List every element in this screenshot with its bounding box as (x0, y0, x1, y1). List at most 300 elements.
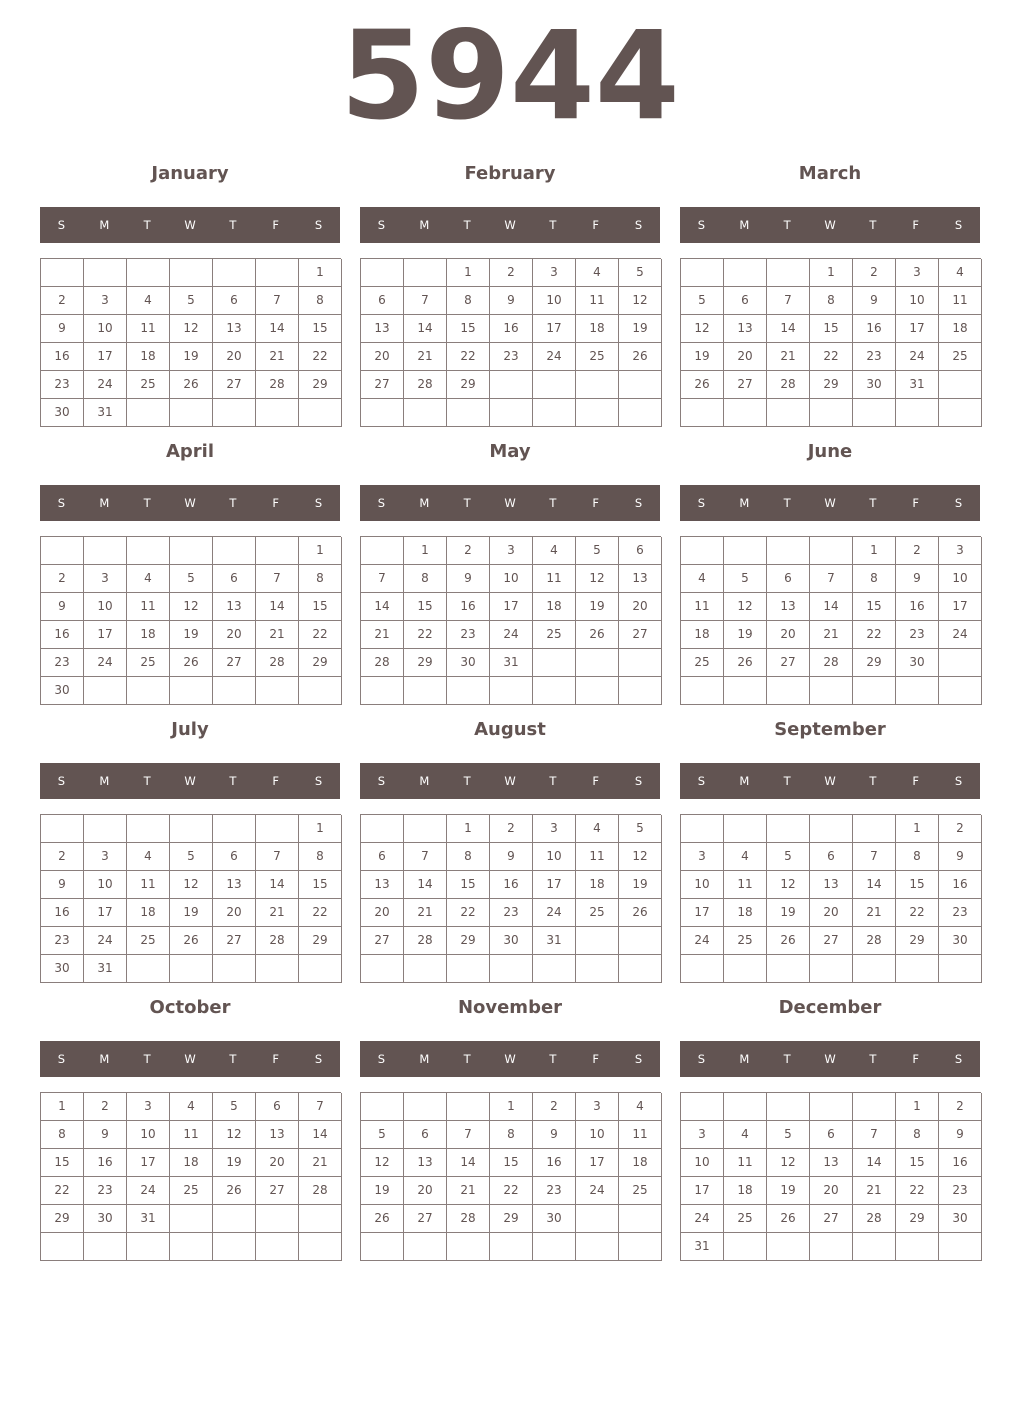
day-cell: 29 (810, 371, 853, 399)
day-cell: 10 (127, 1121, 170, 1149)
day-cell: 3 (576, 1093, 619, 1121)
empty-cell (256, 537, 299, 565)
day-cell: 16 (41, 343, 84, 371)
day-cell: 18 (170, 1149, 213, 1177)
day-cell: 11 (724, 1149, 767, 1177)
empty-cell (361, 815, 404, 843)
day-cell: 31 (84, 399, 127, 427)
empty-cell (619, 927, 662, 955)
weekday-header (680, 1041, 980, 1077)
day-cell: 11 (939, 287, 982, 315)
day-cell: 20 (619, 593, 662, 621)
day-grid (40, 1092, 341, 1261)
day-cell: 13 (256, 1121, 299, 1149)
empty-cell (681, 677, 724, 705)
day-cell: 19 (681, 343, 724, 371)
day-cell: 1 (853, 537, 896, 565)
day-cell: 20 (256, 1149, 299, 1177)
month-name: September (774, 719, 886, 740)
day-cell: 17 (681, 1177, 724, 1205)
day-cell: 31 (490, 649, 533, 677)
day-cell: 28 (810, 649, 853, 677)
day-cell: 5 (767, 1121, 810, 1149)
day-cell: 4 (939, 259, 982, 287)
weekday-label: W (504, 496, 516, 510)
day-cell: 26 (170, 371, 213, 399)
empty-cell (576, 371, 619, 399)
day-cell: 14 (404, 871, 447, 899)
day-cell: 30 (939, 927, 982, 955)
weekday-label: W (824, 496, 836, 510)
day-cell: 11 (619, 1121, 662, 1149)
empty-cell (767, 537, 810, 565)
day-cell: 12 (213, 1121, 256, 1149)
weekday-label: T (869, 1052, 877, 1066)
day-grid (680, 814, 981, 983)
day-grid (680, 1092, 981, 1261)
day-cell: 12 (170, 871, 213, 899)
weekday-header (360, 1041, 660, 1077)
empty-cell (490, 371, 533, 399)
empty-cell (939, 399, 982, 427)
day-cell: 6 (213, 843, 256, 871)
day-cell: 12 (681, 315, 724, 343)
day-cell: 20 (213, 343, 256, 371)
empty-cell (213, 815, 256, 843)
empty-cell (41, 815, 84, 843)
day-cell: 21 (361, 621, 404, 649)
day-cell: 18 (127, 899, 170, 927)
day-cell: 12 (767, 1149, 810, 1177)
day-grid (680, 258, 981, 427)
day-cell: 20 (404, 1177, 447, 1205)
day-cell: 23 (41, 371, 84, 399)
weekday-label: F (592, 774, 600, 788)
day-cell: 10 (896, 287, 939, 315)
day-cell: 4 (724, 843, 767, 871)
day-cell: 23 (490, 343, 533, 371)
weekday-label: W (184, 1052, 196, 1066)
day-grid (680, 536, 981, 705)
day-cell: 5 (361, 1121, 404, 1149)
day-cell: 31 (681, 1233, 724, 1261)
day-cell: 26 (213, 1177, 256, 1205)
empty-cell (853, 399, 896, 427)
day-cell: 13 (724, 315, 767, 343)
weekday-label: M (419, 496, 430, 510)
day-cell: 11 (127, 871, 170, 899)
day-cell: 14 (853, 871, 896, 899)
day-cell: 28 (256, 649, 299, 677)
day-cell: 7 (256, 287, 299, 315)
day-cell: 8 (490, 1121, 533, 1149)
empty-cell (213, 677, 256, 705)
day-cell: 4 (170, 1093, 213, 1121)
day-cell: 30 (490, 927, 533, 955)
day-cell: 8 (299, 287, 342, 315)
empty-cell (404, 815, 447, 843)
day-cell: 8 (896, 1121, 939, 1149)
weekday-label: S (314, 774, 323, 788)
day-cell: 16 (533, 1149, 576, 1177)
day-cell: 14 (447, 1149, 490, 1177)
weekday-header (40, 763, 340, 799)
day-cell: 29 (896, 927, 939, 955)
weekday-label: T (143, 1052, 151, 1066)
day-cell: 30 (84, 1205, 127, 1233)
day-cell: 15 (299, 315, 342, 343)
day-cell: 19 (724, 621, 767, 649)
day-cell: 3 (681, 1121, 724, 1149)
day-cell: 16 (41, 621, 84, 649)
day-cell: 18 (724, 1177, 767, 1205)
day-cell: 10 (576, 1121, 619, 1149)
day-cell: 23 (41, 649, 84, 677)
day-cell: 7 (256, 843, 299, 871)
empty-cell (810, 677, 853, 705)
day-cell: 3 (939, 537, 982, 565)
day-cell: 9 (41, 871, 84, 899)
day-cell: 28 (853, 927, 896, 955)
empty-cell (810, 1233, 853, 1261)
weekday-label: T (463, 218, 471, 232)
day-cell: 23 (939, 1177, 982, 1205)
day-cell: 18 (724, 899, 767, 927)
day-cell: 16 (84, 1149, 127, 1177)
day-cell: 13 (213, 593, 256, 621)
day-cell: 29 (447, 927, 490, 955)
empty-cell (576, 677, 619, 705)
day-cell: 21 (853, 899, 896, 927)
day-cell: 25 (533, 621, 576, 649)
day-cell: 24 (127, 1177, 170, 1205)
weekday-label: S (57, 774, 66, 788)
day-cell: 2 (447, 537, 490, 565)
day-cell: 10 (681, 1149, 724, 1177)
day-cell: 18 (681, 621, 724, 649)
empty-cell (767, 677, 810, 705)
weekday-label: M (739, 1052, 750, 1066)
weekday-label: T (549, 218, 557, 232)
day-cell: 13 (213, 315, 256, 343)
day-cell: 26 (170, 649, 213, 677)
day-cell: 27 (767, 649, 810, 677)
day-cell: 3 (533, 259, 576, 287)
empty-cell (213, 537, 256, 565)
day-cell: 18 (127, 343, 170, 371)
empty-cell (767, 399, 810, 427)
day-cell: 28 (361, 649, 404, 677)
day-cell: 7 (404, 843, 447, 871)
day-cell: 1 (896, 1093, 939, 1121)
day-cell: 17 (84, 899, 127, 927)
day-cell: 2 (533, 1093, 576, 1121)
day-cell: 25 (619, 1177, 662, 1205)
day-cell: 6 (724, 287, 767, 315)
empty-cell (404, 1093, 447, 1121)
day-cell: 16 (939, 871, 982, 899)
empty-cell (619, 1233, 662, 1261)
day-cell: 2 (853, 259, 896, 287)
day-cell: 8 (853, 565, 896, 593)
day-cell: 3 (84, 287, 127, 315)
empty-cell (490, 677, 533, 705)
day-grid (40, 258, 341, 427)
day-cell: 4 (127, 843, 170, 871)
day-cell: 8 (41, 1121, 84, 1149)
day-cell: 24 (533, 899, 576, 927)
empty-cell (939, 1233, 982, 1261)
day-cell: 22 (896, 899, 939, 927)
day-cell: 19 (213, 1149, 256, 1177)
day-cell: 4 (127, 287, 170, 315)
empty-cell (724, 815, 767, 843)
weekday-label: M (99, 218, 110, 232)
weekday-label: F (912, 496, 920, 510)
weekday-label: T (549, 496, 557, 510)
weekday-label: W (824, 774, 836, 788)
weekday-label: F (272, 1052, 280, 1066)
empty-cell (404, 677, 447, 705)
empty-cell (84, 1233, 127, 1261)
day-cell: 29 (299, 649, 342, 677)
empty-cell (853, 1233, 896, 1261)
weekday-label: F (272, 774, 280, 788)
day-cell: 5 (170, 565, 213, 593)
day-cell: 15 (896, 1149, 939, 1177)
day-cell: 7 (404, 287, 447, 315)
weekday-label: S (697, 218, 706, 232)
day-grid (360, 536, 661, 705)
weekday-label: T (143, 218, 151, 232)
empty-cell (576, 1233, 619, 1261)
day-cell: 1 (299, 259, 342, 287)
weekday-label: M (739, 496, 750, 510)
day-cell: 4 (619, 1093, 662, 1121)
weekday-label: F (272, 496, 280, 510)
month-name: February (464, 163, 556, 184)
empty-cell (299, 955, 342, 983)
day-cell: 3 (681, 843, 724, 871)
empty-cell (361, 677, 404, 705)
day-cell: 26 (619, 899, 662, 927)
empty-cell (361, 1093, 404, 1121)
day-cell: 5 (170, 843, 213, 871)
empty-cell (576, 649, 619, 677)
empty-cell (170, 815, 213, 843)
empty-cell (896, 1233, 939, 1261)
empty-cell (576, 927, 619, 955)
day-cell: 23 (490, 899, 533, 927)
day-cell: 9 (853, 287, 896, 315)
day-cell: 9 (490, 287, 533, 315)
day-cell: 6 (619, 537, 662, 565)
weekday-label: T (229, 1052, 237, 1066)
weekday-label: T (783, 496, 791, 510)
day-cell: 30 (853, 371, 896, 399)
weekday-label: W (184, 218, 196, 232)
day-cell: 25 (127, 371, 170, 399)
empty-cell (170, 677, 213, 705)
day-cell: 1 (447, 815, 490, 843)
day-cell: 19 (170, 343, 213, 371)
day-cell: 10 (939, 565, 982, 593)
day-cell: 20 (213, 899, 256, 927)
empty-cell (939, 649, 982, 677)
empty-cell (810, 955, 853, 983)
day-cell: 13 (361, 315, 404, 343)
empty-cell (299, 1205, 342, 1233)
day-cell: 21 (299, 1149, 342, 1177)
year-title: 5944 (340, 5, 680, 147)
day-cell: 27 (404, 1205, 447, 1233)
weekday-label: S (697, 496, 706, 510)
day-cell: 25 (724, 927, 767, 955)
weekday-label: T (229, 774, 237, 788)
day-cell: 8 (404, 565, 447, 593)
day-cell: 23 (84, 1177, 127, 1205)
day-cell: 26 (576, 621, 619, 649)
day-cell: 6 (810, 1121, 853, 1149)
day-cell: 3 (84, 565, 127, 593)
day-cell: 16 (939, 1149, 982, 1177)
day-cell: 8 (447, 843, 490, 871)
day-cell: 1 (810, 259, 853, 287)
day-cell: 17 (576, 1149, 619, 1177)
day-cell: 9 (490, 843, 533, 871)
day-cell: 22 (299, 343, 342, 371)
day-cell: 10 (533, 843, 576, 871)
day-cell: 29 (853, 649, 896, 677)
day-cell: 7 (853, 843, 896, 871)
empty-cell (619, 1205, 662, 1233)
weekday-label: W (504, 1052, 516, 1066)
day-cell: 10 (681, 871, 724, 899)
empty-cell (810, 399, 853, 427)
day-cell: 17 (533, 315, 576, 343)
day-cell: 2 (490, 815, 533, 843)
month-name: December (778, 997, 882, 1018)
day-cell: 11 (681, 593, 724, 621)
weekday-label: F (912, 774, 920, 788)
day-cell: 15 (810, 315, 853, 343)
month-name: November (457, 997, 563, 1018)
empty-cell (490, 1233, 533, 1261)
day-cell: 11 (533, 565, 576, 593)
empty-cell (361, 399, 404, 427)
day-cell: 19 (576, 593, 619, 621)
month-name: April (165, 441, 215, 462)
day-cell: 21 (447, 1177, 490, 1205)
weekday-label: M (739, 218, 750, 232)
day-cell: 15 (404, 593, 447, 621)
day-cell: 23 (447, 621, 490, 649)
day-cell: 14 (810, 593, 853, 621)
day-cell: 18 (576, 315, 619, 343)
day-cell: 19 (170, 899, 213, 927)
day-grid (360, 258, 661, 427)
empty-cell (533, 677, 576, 705)
empty-cell (896, 677, 939, 705)
day-cell: 8 (896, 843, 939, 871)
day-cell: 17 (127, 1149, 170, 1177)
day-cell: 7 (299, 1093, 342, 1121)
day-cell: 7 (810, 565, 853, 593)
day-cell: 25 (127, 649, 170, 677)
day-cell: 27 (810, 927, 853, 955)
day-cell: 2 (490, 259, 533, 287)
day-cell: 17 (490, 593, 533, 621)
day-cell: 3 (127, 1093, 170, 1121)
empty-cell (767, 955, 810, 983)
weekday-label: W (184, 496, 196, 510)
empty-cell (127, 399, 170, 427)
day-cell: 18 (939, 315, 982, 343)
empty-cell (404, 1233, 447, 1261)
day-cell: 14 (767, 315, 810, 343)
weekday-label: T (549, 1052, 557, 1066)
day-cell: 10 (84, 315, 127, 343)
day-cell: 3 (490, 537, 533, 565)
day-cell: 1 (490, 1093, 533, 1121)
day-cell: 28 (767, 371, 810, 399)
day-cell: 24 (896, 343, 939, 371)
empty-cell (213, 1233, 256, 1261)
day-cell: 29 (490, 1205, 533, 1233)
empty-cell (490, 955, 533, 983)
day-cell: 15 (299, 871, 342, 899)
day-cell: 24 (681, 927, 724, 955)
day-cell: 25 (127, 927, 170, 955)
empty-cell (256, 399, 299, 427)
weekday-label: S (954, 496, 963, 510)
weekday-label: W (184, 774, 196, 788)
weekday-label: M (99, 774, 110, 788)
day-cell: 6 (810, 843, 853, 871)
day-cell: 7 (767, 287, 810, 315)
empty-cell (896, 955, 939, 983)
day-cell: 21 (404, 343, 447, 371)
weekday-label: S (634, 1052, 643, 1066)
day-cell: 23 (853, 343, 896, 371)
weekday-label: S (954, 218, 963, 232)
day-cell: 4 (576, 815, 619, 843)
day-cell: 12 (767, 871, 810, 899)
weekday-label: F (592, 496, 600, 510)
empty-cell (724, 399, 767, 427)
day-cell: 9 (41, 593, 84, 621)
day-cell: 20 (361, 899, 404, 927)
empty-cell (41, 537, 84, 565)
day-cell: 13 (213, 871, 256, 899)
day-cell: 11 (576, 287, 619, 315)
empty-cell (681, 399, 724, 427)
day-cell: 21 (767, 343, 810, 371)
day-cell: 24 (84, 371, 127, 399)
weekday-header (40, 1041, 340, 1077)
weekday-label: T (869, 218, 877, 232)
day-cell: 13 (810, 1149, 853, 1177)
empty-cell (681, 955, 724, 983)
empty-cell (84, 815, 127, 843)
day-cell: 26 (724, 649, 767, 677)
day-cell: 4 (576, 259, 619, 287)
empty-cell (213, 399, 256, 427)
day-cell: 6 (213, 287, 256, 315)
day-cell: 6 (213, 565, 256, 593)
weekday-label: W (504, 218, 516, 232)
day-cell: 31 (533, 927, 576, 955)
